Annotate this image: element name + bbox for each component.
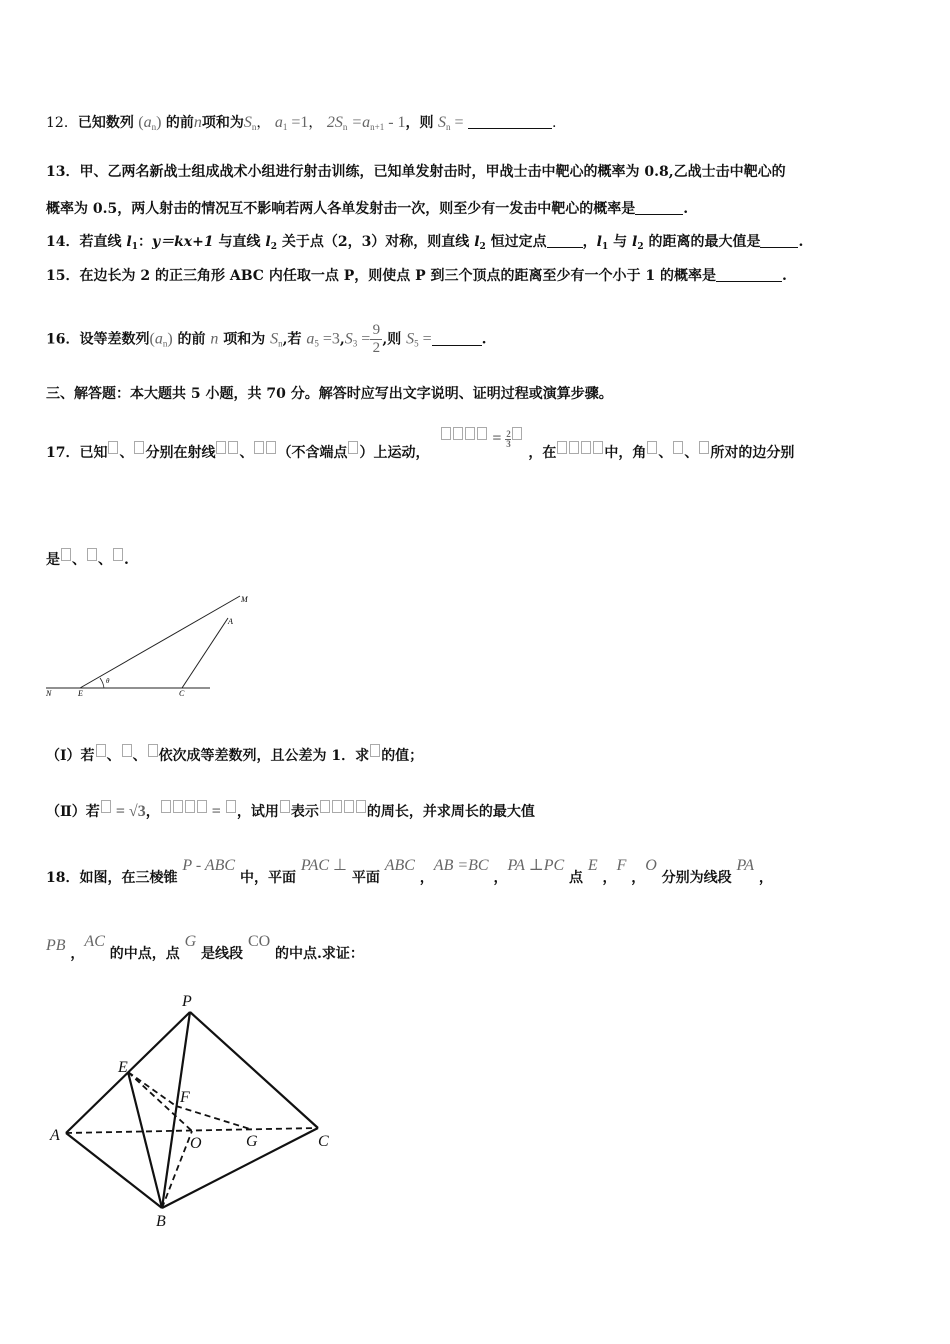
answer-blank[interactable] — [468, 114, 552, 129]
ray-EM — [80, 596, 240, 688]
question-12: 12．已知数列 $(a_n)$ 的前n项和为$S_n$， $a_1 =1$， $2S_n =a_{n+1} - 1$，则 $S_n$ = . — [46, 114, 557, 132]
brace-right: ) — [156, 114, 162, 131]
edge-BC — [162, 1128, 318, 1208]
missing-glyph — [348, 441, 358, 454]
question-17-part-2: （Ⅱ）若 = √3， = ，试用 表示 的周长，并求周长的最大值 — [46, 800, 535, 822]
question-17-line-2: 是 、 、 . — [46, 548, 129, 570]
missing-glyph — [228, 441, 238, 454]
brace-left: ( — [138, 114, 144, 131]
label-O: O — [190, 1135, 202, 1152]
label-A: A — [228, 617, 233, 626]
label-B: B — [156, 1213, 166, 1230]
label-E: E — [118, 1059, 128, 1076]
question-18-line-1: 18．如图，在三棱锥 P - ABC 中，平面 PAC ⊥ 平面 ABC ，AB =BC ，PA ⊥PC 点 E ，F ，O 分别为线段 PA ， — [46, 857, 773, 886]
missing-glyph — [216, 441, 226, 454]
answer-blank[interactable] — [716, 267, 782, 282]
edge-AB — [66, 1133, 162, 1208]
segment-FG-hidden — [176, 1106, 250, 1129]
section-title: 三、解答题：本大题共 5 小题，共 70 分。解答时应写出文字说明、证明过程或演算步骤。 — [46, 386, 613, 402]
question-17-part-1: （Ⅰ）若 、 、 依次成等差数列，且公差为 1．求 的值； — [46, 744, 423, 766]
question-13-line-1: 13．甲、乙两名新战士组成战术小组进行射击训练，已知单发射击时，甲战士击中靶心的概率为 0.8,乙战士击中靶心的 — [46, 164, 786, 180]
edge-PB — [162, 1012, 190, 1208]
label-M: M — [241, 595, 248, 604]
label-E: E — [78, 689, 83, 698]
missing-glyph — [266, 441, 276, 454]
label-P: P — [182, 993, 192, 1010]
label-theta: θ — [106, 677, 110, 685]
label-F: F — [180, 1089, 190, 1106]
angle-equation: = $\frac{2}{3}$ — [440, 427, 523, 449]
missing-glyph — [254, 441, 264, 454]
question-14: 14．若直线 $l_1$：y＝kx+1 与直线 $l_2$ 关于点（2，3）对称，则直线 $l_2$ 恒过定点 ，$l_1$ 与 $l_2$ 的距离的最大值是 . — [46, 234, 804, 252]
question-15: 15．在边长为 2 的正三角形 ABC 内任取一点 P，则使点 P 到三个顶点的距离至少有一个小于 1 的概率是 . — [46, 268, 787, 284]
q17-figure — [40, 590, 260, 700]
missing-glyph — [134, 441, 144, 454]
segment-AC — [182, 618, 228, 688]
label-G: G — [246, 1133, 258, 1150]
answer-blank[interactable] — [432, 331, 482, 346]
answer-blank[interactable] — [547, 233, 583, 248]
q18-pyramid-figure — [40, 990, 350, 1230]
question-16: 16．设等差数列$(a_n)$ 的前 n 项和为 $S_n$,若 $a_5 =3,S_3$ = $\frac{9}{2}$ ,则 $S_5$ = . — [46, 322, 487, 356]
question-18-line-2: PB ，AC 的中点，点 G 是线段 CO 的中点.求证： — [46, 933, 364, 962]
answer-blank[interactable] — [760, 233, 798, 248]
label-C: C — [179, 689, 185, 698]
label-A: A — [50, 1127, 60, 1144]
missing-glyph — [108, 441, 118, 454]
label-C: C — [318, 1133, 329, 1150]
question-13-line-2: 概率为 0.5，两人射击的情况互不影响若两人各单发射击一次，则至少有一发击中靶心的概率是 . — [46, 201, 689, 217]
angle-arc — [100, 678, 104, 688]
question-17-line-1: 17．已知 、 分别在射线 、 （不含端点 ）上运动， = $\frac{2}{3}$ ，在 中，角 、 、 所对的边分别 — [46, 428, 795, 461]
label-N: N — [46, 689, 52, 698]
answer-blank[interactable] — [635, 200, 683, 215]
edge-PC — [190, 1012, 318, 1128]
fraction-9-over-2: $\frac{9}{2}$ — [370, 322, 382, 357]
